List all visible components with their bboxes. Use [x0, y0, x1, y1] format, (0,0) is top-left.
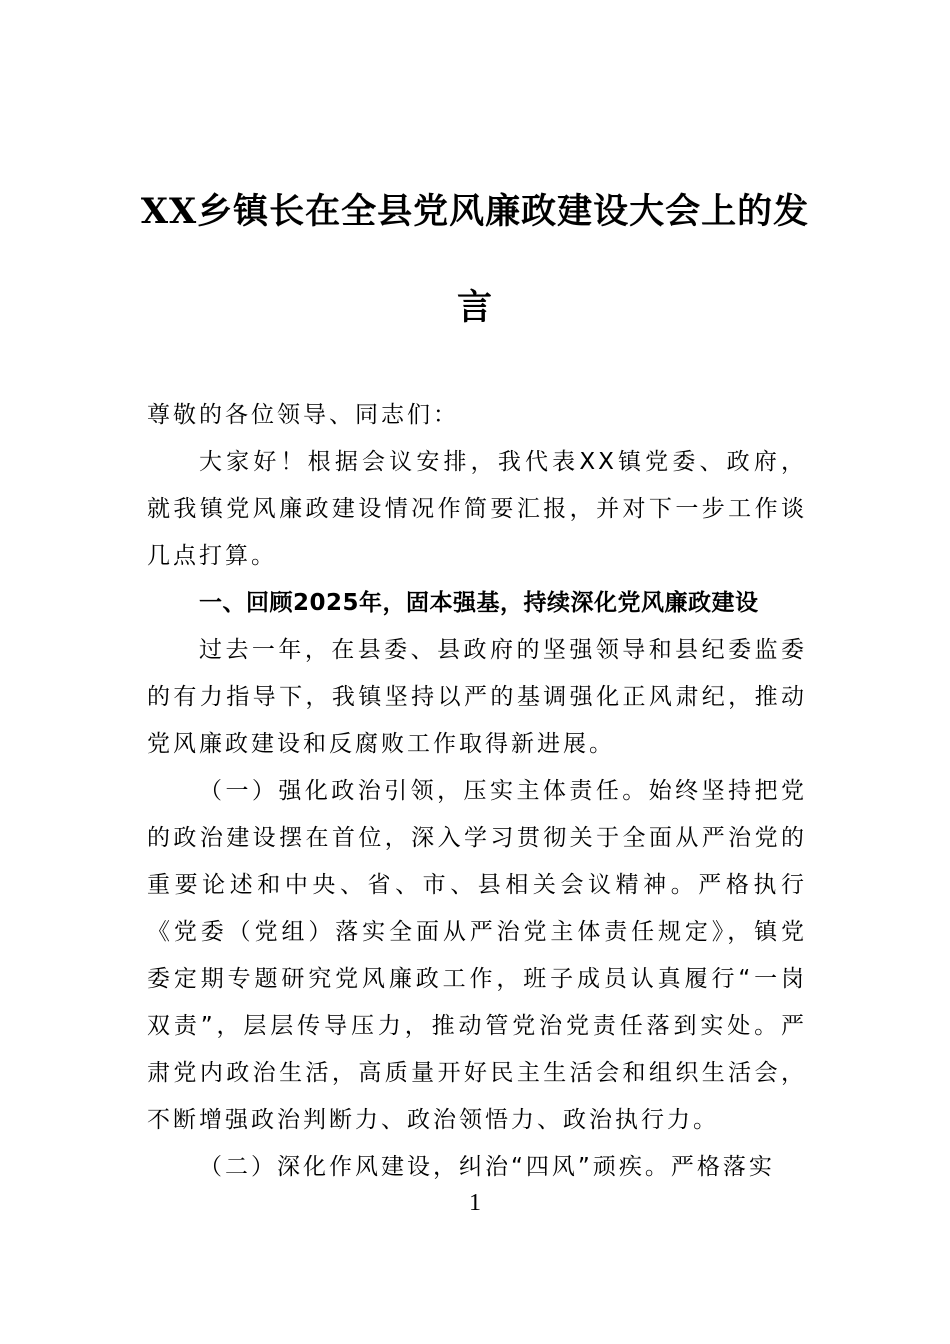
document-body — [147, 392, 807, 1191]
paragraph-intro: 大家好！根据会议安排，我代表XX镇党委、政府，就我镇党风廉政建设情况作简要汇报，并对下一步工作谈几点打算。 — [147, 449, 807, 569]
document-title: XX乡镇长在全县党风廉政建设大会上的发言 — [140, 191, 810, 328]
paragraph-review: 过去一年，在县委、县政府的坚强领导和县纪委监委的有力指导下，我镇坚持以严的基调强化正风肃纪，推动党风廉政建设和反腐败工作取得新进展。 — [147, 637, 807, 757]
section-heading-1: 一、回顾2025年，固本强基，持续深化党风廉政建设 — [199, 590, 759, 616]
paragraph-subsection-2: （二）深化作风建设，纠治“四风”顽疾。严格落实 — [199, 1154, 775, 1180]
salutation: 尊敬的各位领导、同志们： — [147, 402, 459, 428]
paragraph-subsection-1: （一）强化政治引领，压实主体责任。始终坚持把党的政治建设摆在首位，深入学习贯彻关于全面从严治党的重要论述和中央、省、市、县相关会议精神。严格执行《党委（党组）落实全面从严治党主体责任规定》，镇党委定期专题研究党风廉政工作，班子成员认真履行“一岗双责”，层层传导压力，推动管党治党责任落到实处。严肃党内政治生活，高质量开好民主生活会和组织生活会，不断增强政治判断力、政治领悟力、政治执行力。 — [147, 778, 807, 1133]
page-number: 1 — [469, 1190, 481, 1216]
